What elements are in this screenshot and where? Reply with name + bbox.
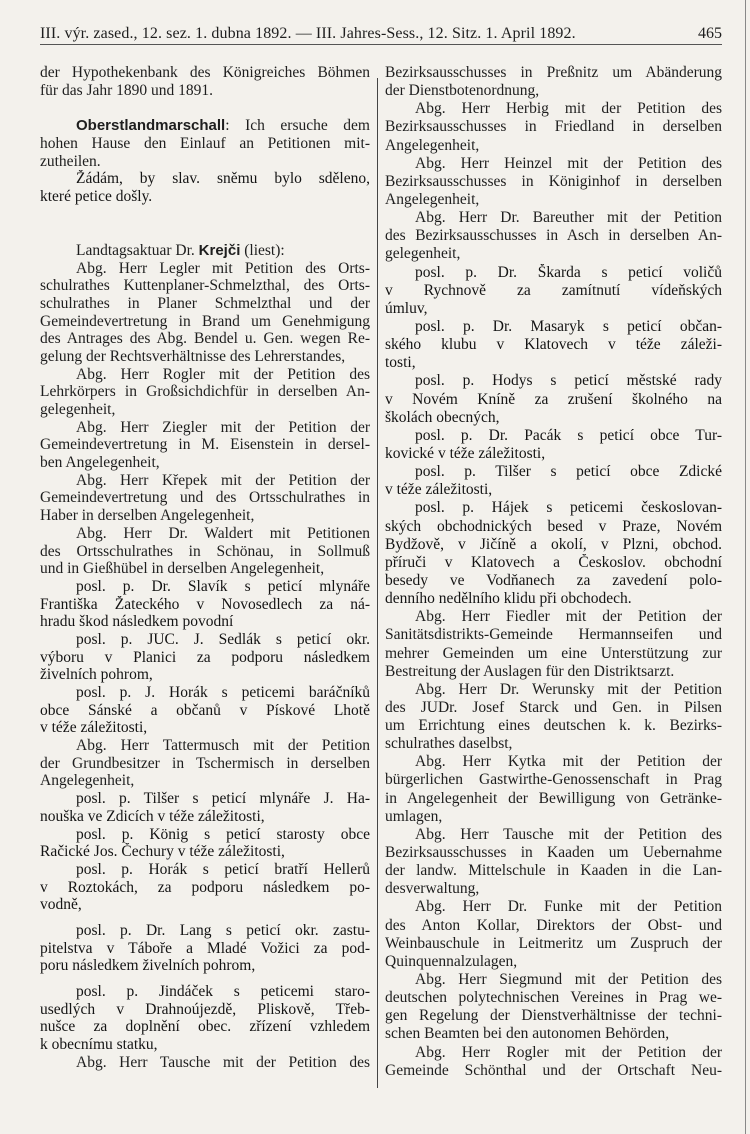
speaker-name: Oberstlandmarschall	[76, 117, 226, 135]
text-line: v Rychnově za zamítnutí vídeňských	[385, 281, 722, 299]
text-line: v Roztokách, za podporu následkem po-	[40, 878, 370, 896]
text-line: des JUDr. Josef Starck und Gen. in Pilsen	[385, 698, 722, 716]
paragraph	[40, 861, 370, 914]
text-line: posl. p. Dr. Škarda s peticí voličů	[415, 263, 722, 281]
paragraph	[40, 64, 370, 99]
text-line: Abg. Herr Siegmund mit der Petition des	[415, 971, 722, 989]
text-line: Abg. Herr Dr. Waldert mit Petitionen	[76, 524, 370, 542]
text-line: hohen Hause den Einlauf an Petitionen mit-	[40, 135, 370, 153]
text-line: k obecnímu statku,	[40, 1036, 158, 1054]
text-line: posl. p. JUC. J. Sedlák s peticí okr.	[76, 630, 370, 648]
text-line: kovické v téže záležitosti,	[385, 444, 546, 462]
text-line: Abg. Herr Tausche mit der Petition des	[76, 1053, 370, 1071]
text-line: gelegenheit,	[40, 401, 116, 418]
text-line: Abg. Herr Ziegler mit der Petition der	[76, 418, 370, 436]
paragraph	[385, 100, 722, 154]
paragraph	[385, 372, 722, 426]
text-line: gelegenheit,	[385, 245, 461, 263]
paragraph	[385, 463, 722, 499]
text-line: schulrathes in Planer Schmelzthal und der	[40, 294, 370, 312]
column-divider	[377, 78, 378, 1088]
text-line: ských obchodnických besed v Praze, Novém	[385, 517, 722, 535]
paragraph	[40, 419, 370, 472]
text-line: Bezirksausschusses in Friedland in derselben	[385, 118, 722, 136]
text-line: des Ortsschulrathes in Schönau, in Sollmuß	[40, 542, 370, 560]
text-line: v Novém Kníně za zrušení školného na	[385, 390, 722, 408]
text-line: hradu škod následkem povodní	[40, 613, 234, 631]
text-line: besedy ve Vodňanech za zavedení polo-	[385, 571, 722, 589]
page-number: 465	[698, 25, 722, 42]
text-line: příruči v Klatovech a Českoslov. obchodní	[385, 553, 722, 571]
text-line: Abg. Herr Heinzel mit der Petition des	[415, 154, 722, 172]
text-line: der Hypothekenbank des Königreiches Böhmen	[40, 64, 370, 81]
paragraph	[385, 318, 722, 372]
text-line: nouška ve Zdicích v téže záležitosti,	[40, 807, 265, 825]
text-line: Abg. Herr Legler mit Petition des Orts-	[76, 259, 370, 277]
text-line: Haber in derselben Angelegenheit,	[40, 507, 255, 525]
text-line: obce Sánské a občanů v Pískové Lhotě	[40, 701, 370, 719]
paragraph	[40, 170, 370, 205]
text-line: mehrer Gemeinden um eine Unterstützung zur	[385, 644, 722, 662]
paragraph	[385, 971, 722, 1044]
paragraph	[385, 64, 722, 100]
text-line: Bezirksausschusses in Königinhof in derselben	[385, 172, 722, 190]
text-line: Abg. Herr Rogler mit der Petition des	[76, 365, 370, 383]
text-line: posl. p. Jindáček s peticemi staro-	[76, 983, 370, 1000]
text-line: schen Beamten bei den autonomen Behörden,	[385, 1025, 670, 1043]
text-line: Abg. Herr Herbig mit der Petition des	[415, 100, 722, 118]
text-line: des Anton Kollar, Direktors der Obst- und	[385, 916, 722, 934]
paragraph	[385, 753, 722, 826]
running-header	[40, 19, 722, 43]
text-line: výboru v Planici za podporu následkem	[40, 648, 370, 666]
text-line: posl. p. Tilšer s peticí obce Zdické	[415, 463, 722, 481]
text-line: umlagen,	[385, 807, 443, 825]
paragraph	[40, 472, 370, 525]
text-segment: Landtagsaktuar Dr.	[76, 241, 199, 259]
text-line: posl. p. Dr. Pacák s peticí obce Tur-	[415, 426, 722, 444]
header-title: III. výr. zased., 12. sez. 1. dubna 1892. — III. Jahres-Sess., 12. Sitz. 1. April 1892.	[40, 25, 576, 42]
paragraph	[40, 366, 370, 419]
paragraph	[385, 608, 722, 681]
text-line: posl. p. König s peticí starosty obce	[76, 825, 370, 843]
text-line: des Bezirksausschusses in Asch in derselben An-	[385, 227, 722, 245]
text-line: Lehrkörpers in Großsichdichfür in derselben An-	[40, 383, 370, 401]
text-line: školách obecných,	[385, 408, 500, 426]
text-line: Abg. Herr Tattermusch mit der Petition	[76, 737, 370, 755]
text-line: Bestreitung der Auslagen für den Distriktsarzt.	[385, 662, 675, 680]
text-segment: : Ich ersuche dem	[225, 117, 370, 135]
text-line: gen Regelung der Dienstverhältnisse der techni-	[385, 1007, 722, 1025]
paragraph	[385, 264, 722, 318]
text-line: Quinquennalzulagen,	[385, 952, 518, 970]
text-line: posl. p. Tilšer s peticí mlynáře J. Ha-	[76, 790, 370, 808]
text-line: desverwaltung,	[385, 880, 480, 898]
text-line: Račické Jos. Čechury v téže záležitosti,	[40, 843, 285, 861]
paragraph	[385, 427, 722, 463]
text-line: které petice došly.	[40, 188, 153, 206]
text-line: Bezirksausschusses in Kaaden um Uebernahme	[385, 844, 722, 862]
paragraph	[385, 1044, 722, 1080]
paragraph	[40, 922, 370, 975]
paragraph	[40, 525, 370, 578]
text-line: v téže záležitosti,	[40, 719, 148, 737]
text-line: tosti,	[385, 354, 416, 372]
text-line: Abg. Herr Dr. Werunsky mit der Petition	[415, 680, 722, 698]
text-line: deutschen polytechnischen Vereines in Prag we-	[385, 989, 722, 1007]
text-line: bürgerlichen Gastwirthe-Genossenschaft in Prag	[385, 771, 722, 789]
text-line: posl. p. Dr. Lang s peticí okr. zastu-	[76, 921, 370, 939]
text-line: Žádám, by slav. sněmu bylo sděleno,	[76, 170, 370, 188]
scan-edge	[745, 0, 746, 1134]
paragraph	[40, 117, 370, 170]
text-line: Bydžově, v Jičíně a okolí, v Plzni, obchod.	[385, 535, 722, 553]
text-segment: (liest):	[240, 241, 285, 259]
text-line: gelung der Rechtsverhältnisse des Lehrerstandes,	[40, 347, 346, 365]
paragraph	[385, 155, 722, 209]
text-line	[40, 117, 370, 135]
text-line: posl. p. Horák s peticí bratří Hellerů	[76, 860, 370, 878]
text-line: nušce za doplnění obec. zřízení vzhledem	[40, 1018, 370, 1036]
paragraph	[40, 1054, 370, 1072]
text-line: ben Angelegenheit,	[40, 454, 160, 472]
text-line: Abg. Herr Rogler mit der Petition der	[415, 1043, 722, 1061]
text-line: v téže záležitosti,	[385, 481, 493, 499]
text-line: der Dienstbotenordnung,	[385, 82, 540, 100]
text-line: posl. p. Hájek s peticemi českoslovan-	[415, 499, 722, 517]
text-line: um Errichtung eines deutschen k. k. Bezirks-	[385, 717, 722, 735]
text-line: vodně,	[40, 896, 82, 914]
paragraph	[40, 983, 370, 1054]
paragraph	[40, 260, 370, 366]
text-line: Abg. Herr Křepek mit der Petition der	[76, 471, 370, 489]
text-line: Angelegenheit,	[385, 190, 480, 208]
paragraph	[385, 209, 722, 263]
text-line: zutheilen.	[40, 152, 101, 170]
text-line: Gemeindevertretung und des Ortsschulrathes in	[40, 489, 370, 507]
text-line: Abg. Herr Dr. Bareuther mit der Petition	[415, 209, 722, 227]
text-line: in Angelegenheit der Bewilligung von Getränke-	[385, 789, 722, 807]
text-line: der Grundbesitzer in Tschermisch in derselben	[40, 754, 370, 772]
text-line: živelních pohrom,	[40, 666, 153, 684]
text-line: posl. p. J. Horák s peticemi baráčníků	[76, 684, 370, 701]
text-line: úmluv,	[385, 299, 428, 317]
text-line: Františka Žateckého v Novosedlech za ná-	[40, 595, 370, 613]
paragraph	[40, 578, 370, 631]
text-line: Sanitätsdistrikts-Gemeinde Hermannseifen und	[385, 626, 722, 644]
header-rule	[40, 44, 722, 45]
text-line: posl. p. Hodys s peticí městské rady	[415, 372, 722, 390]
paragraph	[385, 681, 722, 754]
text-line: denního nedělního klidu při obchodech.	[385, 590, 632, 608]
left-column	[40, 64, 370, 1071]
text-line: pitelstva v Táboře a Mladé Vožici za pod-	[40, 939, 370, 957]
text-line: usedlých v Drahnoújezdě, Pliskově, Třeb-	[40, 1000, 370, 1018]
text-line: Gemeinde Schönthal und der Ortschaft Neu-	[385, 1061, 722, 1079]
paragraph	[385, 898, 722, 971]
text-line: des Antrages des Abg. Bendel u. Gen. wegen Re-	[40, 330, 370, 348]
text-line: für das Jahr 1890 und 1891.	[40, 81, 214, 99]
paragraph	[385, 499, 722, 608]
text-line	[40, 242, 370, 260]
text-line: posl. p. Dr. Slavík s peticí mlynáře	[76, 577, 370, 595]
text-line: schulrathes daselbst,	[385, 735, 513, 753]
text-line: ského klubu v Klatovech v téže záleži-	[385, 336, 722, 354]
text-line: und in Gießhübel in derselben Angelegenheit,	[40, 560, 325, 578]
text-line: Abg. Herr Fiedler mit der Petition der	[415, 608, 722, 626]
text-line: Abg. Herr Kytka mit der Petition der	[415, 753, 722, 771]
text-line: schulrathes Kuttenplaner-Schmelzthal, des Orts-	[40, 277, 370, 295]
paragraph	[40, 826, 370, 861]
paragraph	[385, 826, 722, 899]
text-line: Angelegenheit,	[385, 136, 480, 154]
paragraph	[40, 684, 370, 737]
paragraph	[40, 631, 370, 684]
text-line: Angelegenheit,	[40, 772, 135, 790]
text-line: Gemeindevertretung in M. Eisenstein in dersel-	[40, 436, 370, 454]
text-line: Abg. Herr Dr. Funke mit der Petition	[415, 898, 722, 916]
text-line: poru následkem živelních pohrom,	[40, 957, 256, 975]
right-column	[385, 64, 722, 1080]
paragraph	[40, 737, 370, 790]
text-line: Gemeindevertretung in Brand um Genehmigung	[40, 312, 370, 330]
text-line: der landw. Mittelschule in Kaaden in die Lan-	[385, 862, 722, 880]
text-line: Weinbauschule in Leitmeritz um Zuspruch der	[385, 934, 722, 952]
text-line: Bezirksausschusses in Preßnitz um Abänderung	[385, 64, 722, 81]
text-line: posl. p. Dr. Masaryk s peticí občan-	[415, 317, 722, 335]
paragraph	[40, 242, 370, 260]
paragraph	[40, 790, 370, 825]
text-line: Abg. Herr Tausche mit der Petition des	[415, 825, 722, 843]
speaker-name: Krejči	[198, 241, 241, 259]
